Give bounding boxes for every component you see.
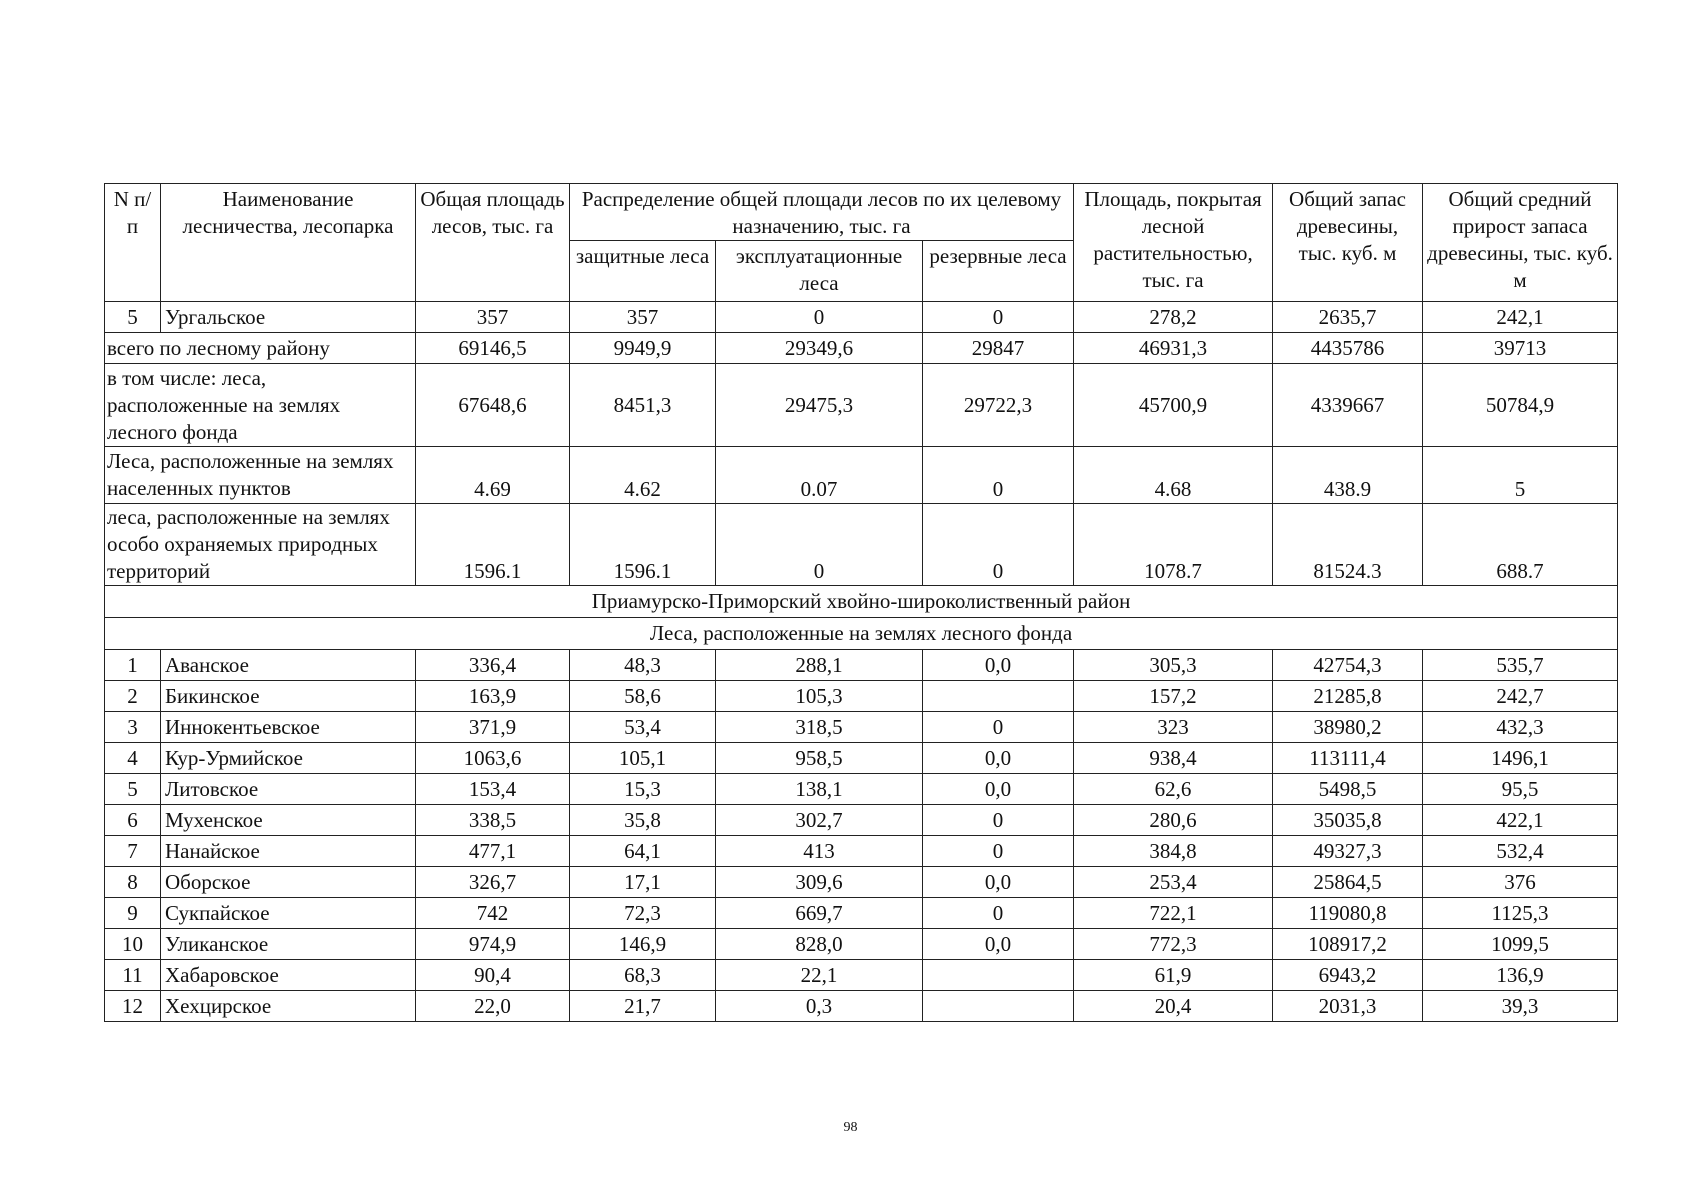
row-name: Сукпайское (161, 898, 416, 929)
cell-reserve: 0 (923, 302, 1074, 333)
row-number: 5 (105, 302, 161, 333)
row-name: Нанайское (161, 836, 416, 867)
cell-total: 974,9 (416, 929, 570, 960)
cell-reserve: 0 (923, 712, 1074, 743)
cell-protective: 53,4 (570, 712, 716, 743)
summary-stock: 4339667 (1273, 364, 1423, 447)
table-row (105, 991, 1618, 1022)
cell-growth: 1125,3 (1423, 898, 1618, 929)
cell-reserve: 0 (923, 805, 1074, 836)
header-reserve: резервные леса (923, 241, 1074, 302)
summary-reserve: 29722,3 (923, 364, 1074, 447)
header-protective: защитные леса (570, 241, 716, 302)
row-number: 3 (105, 712, 161, 743)
summary-stock: 4435786 (1273, 333, 1423, 364)
cell-protective: 357 (570, 302, 716, 333)
cell-exploitation: 288,1 (716, 650, 923, 681)
cell-growth: 535,7 (1423, 650, 1618, 681)
cell-exploitation: 413 (716, 836, 923, 867)
summary-label: в том числе: леса, расположенные на землях лесного фонда (105, 364, 416, 447)
cell-protective: 15,3 (570, 774, 716, 805)
row-name: Оборское (161, 867, 416, 898)
summary-row (105, 333, 1618, 364)
cell-growth: 432,3 (1423, 712, 1618, 743)
cell-covered: 62,6 (1074, 774, 1273, 805)
header-exploitation: эксплуатационные леса (716, 241, 923, 302)
cell-covered: 157,2 (1074, 681, 1273, 712)
cell-stock: 5498,5 (1273, 774, 1423, 805)
cell-total: 477,1 (416, 836, 570, 867)
row-number: 1 (105, 650, 161, 681)
cell-growth: 136,9 (1423, 960, 1618, 991)
cell-exploitation: 302,7 (716, 805, 923, 836)
cell-exploitation: 318,5 (716, 712, 923, 743)
row-number: 4 (105, 743, 161, 774)
cell-total: 326,7 (416, 867, 570, 898)
cell-stock: 49327,3 (1273, 836, 1423, 867)
summary-total: 67648,6 (416, 364, 570, 447)
summary-exploitation: 29349,6 (716, 333, 923, 364)
cell-stock: 42754,3 (1273, 650, 1423, 681)
cell-stock: 6943,2 (1273, 960, 1423, 991)
row-name: Бикинское (161, 681, 416, 712)
cell-reserve (923, 960, 1074, 991)
summary-protective: 4.62 (570, 447, 716, 504)
header-distribution: Распределение общей площади лесов по их целевому назначению, тыс. га (570, 184, 1074, 241)
cell-exploitation: 669,7 (716, 898, 923, 929)
summary-exploitation: 0.07 (716, 447, 923, 504)
summary-total: 4.69 (416, 447, 570, 504)
cell-stock: 35035,8 (1273, 805, 1423, 836)
row-number: 12 (105, 991, 161, 1022)
summary-total: 69146,5 (416, 333, 570, 364)
table-row (105, 929, 1618, 960)
cell-stock: 108917,2 (1273, 929, 1423, 960)
cell-covered: 305,3 (1074, 650, 1273, 681)
cell-exploitation: 958,5 (716, 743, 923, 774)
summary-growth: 5 (1423, 447, 1618, 504)
header-total-area: Общая площадь лесов, тыс. га (416, 184, 570, 302)
summary-label: всего по лесному району (105, 333, 416, 364)
header-covered-area: Площадь, покрытая лесной растительностью, тыс. га (1074, 184, 1273, 302)
row-number: 6 (105, 805, 161, 836)
table-row (105, 867, 1618, 898)
row-name: Ургальское (161, 302, 416, 333)
cell-covered: 278,2 (1074, 302, 1273, 333)
table-row (105, 302, 1618, 333)
summary-total: 1596.1 (416, 504, 570, 586)
cell-covered: 722,1 (1074, 898, 1273, 929)
cell-covered: 280,6 (1074, 805, 1273, 836)
row-number: 9 (105, 898, 161, 929)
cell-total: 336,4 (416, 650, 570, 681)
cell-reserve: 0 (923, 898, 1074, 929)
cell-growth: 1496,1 (1423, 743, 1618, 774)
table-row (105, 743, 1618, 774)
cell-growth: 422,1 (1423, 805, 1618, 836)
cell-growth: 39,3 (1423, 991, 1618, 1022)
cell-covered: 323 (1074, 712, 1273, 743)
cell-protective: 72,3 (570, 898, 716, 929)
summary-exploitation: 29475,3 (716, 364, 923, 447)
row-name: Аванское (161, 650, 416, 681)
table-header (105, 184, 1618, 302)
cell-total: 163,9 (416, 681, 570, 712)
cell-protective: 58,6 (570, 681, 716, 712)
cell-reserve: 0,0 (923, 650, 1074, 681)
summary-covered: 45700,9 (1074, 364, 1273, 447)
summary-label: Леса, расположенные на землях населенных пунктов (105, 447, 416, 504)
table-row (105, 712, 1618, 743)
summary-exploitation: 0 (716, 504, 923, 586)
cell-stock: 113111,4 (1273, 743, 1423, 774)
summary-reserve: 29847 (923, 333, 1074, 364)
forest-distribution-table (104, 183, 1618, 1022)
table-row (105, 960, 1618, 991)
summary-row (105, 447, 1618, 504)
cell-covered: 384,8 (1074, 836, 1273, 867)
cell-protective: 48,3 (570, 650, 716, 681)
cell-covered: 61,9 (1074, 960, 1273, 991)
table-body (105, 302, 1618, 1022)
table-row (105, 650, 1618, 681)
cell-reserve: 0,0 (923, 867, 1074, 898)
summary-row (105, 364, 1618, 447)
table-row (105, 898, 1618, 929)
cell-growth: 532,4 (1423, 836, 1618, 867)
cell-growth: 95,5 (1423, 774, 1618, 805)
cell-stock: 25864,5 (1273, 867, 1423, 898)
summary-protective: 9949,9 (570, 333, 716, 364)
cell-reserve: 0,0 (923, 929, 1074, 960)
cell-protective: 68,3 (570, 960, 716, 991)
header-growth: Общий средний прирост запаса древесины, тыс. куб. м (1423, 184, 1618, 302)
cell-exploitation: 105,3 (716, 681, 923, 712)
table-row (105, 681, 1618, 712)
cell-growth: 1099,5 (1423, 929, 1618, 960)
cell-stock: 2031,3 (1273, 991, 1423, 1022)
cell-protective: 146,9 (570, 929, 716, 960)
cell-stock: 21285,8 (1273, 681, 1423, 712)
summary-covered: 1078.7 (1074, 504, 1273, 586)
cell-covered: 20,4 (1074, 991, 1273, 1022)
cell-protective: 17,1 (570, 867, 716, 898)
cell-reserve: 0,0 (923, 774, 1074, 805)
row-name: Кур-Урмийское (161, 743, 416, 774)
cell-covered: 253,4 (1074, 867, 1273, 898)
cell-total: 22,0 (416, 991, 570, 1022)
subsection-title-row (105, 618, 1618, 650)
cell-reserve: 0 (923, 836, 1074, 867)
cell-protective: 21,7 (570, 991, 716, 1022)
table-row (105, 774, 1618, 805)
cell-covered: 772,3 (1074, 929, 1273, 960)
header-name: Наименование лесничества, лесопарка (161, 184, 416, 302)
cell-total: 338,5 (416, 805, 570, 836)
summary-reserve: 0 (923, 504, 1074, 586)
row-name: Уликанское (161, 929, 416, 960)
summary-growth: 39713 (1423, 333, 1618, 364)
row-name: Мухенское (161, 805, 416, 836)
summary-reserve: 0 (923, 447, 1074, 504)
cell-covered: 938,4 (1074, 743, 1273, 774)
cell-total: 742 (416, 898, 570, 929)
cell-exploitation: 309,6 (716, 867, 923, 898)
cell-growth: 242,1 (1423, 302, 1618, 333)
summary-stock: 81524.3 (1273, 504, 1423, 586)
row-name: Иннокентьевское (161, 712, 416, 743)
cell-reserve (923, 681, 1074, 712)
subsection-title: Леса, расположенные на землях лесного фонда (105, 618, 1618, 650)
summary-row (105, 504, 1618, 586)
forest-table-sheet (104, 183, 1617, 1022)
summary-label: леса, расположенные на землях особо охраняемых природных территорий (105, 504, 416, 586)
cell-total: 371,9 (416, 712, 570, 743)
cell-total: 90,4 (416, 960, 570, 991)
row-number: 10 (105, 929, 161, 960)
cell-protective: 35,8 (570, 805, 716, 836)
row-number: 5 (105, 774, 161, 805)
cell-protective: 64,1 (570, 836, 716, 867)
row-name: Литовское (161, 774, 416, 805)
cell-stock: 2635,7 (1273, 302, 1423, 333)
table-row (105, 836, 1618, 867)
cell-exploitation: 22,1 (716, 960, 923, 991)
summary-stock: 438.9 (1273, 447, 1423, 504)
cell-growth: 242,7 (1423, 681, 1618, 712)
cell-exploitation: 828,0 (716, 929, 923, 960)
summary-covered: 4.68 (1074, 447, 1273, 504)
cell-total: 153,4 (416, 774, 570, 805)
cell-protective: 105,1 (570, 743, 716, 774)
cell-exploitation: 0,3 (716, 991, 923, 1022)
header-num: N п/п (105, 184, 161, 302)
section-title: Приамурско-Приморский хвойно-широколиственный район (105, 586, 1618, 618)
cell-exploitation: 138,1 (716, 774, 923, 805)
summary-covered: 46931,3 (1074, 333, 1273, 364)
cell-reserve (923, 991, 1074, 1022)
cell-total: 357 (416, 302, 570, 333)
cell-total: 1063,6 (416, 743, 570, 774)
page-number: 98 (843, 1120, 858, 1135)
row-number: 7 (105, 836, 161, 867)
summary-protective: 8451,3 (570, 364, 716, 447)
table-row (105, 805, 1618, 836)
cell-stock: 119080,8 (1273, 898, 1423, 929)
row-number: 11 (105, 960, 161, 991)
summary-growth: 50784,9 (1423, 364, 1618, 447)
cell-stock: 38980,2 (1273, 712, 1423, 743)
section-title-row (105, 586, 1618, 618)
cell-growth: 376 (1423, 867, 1618, 898)
cell-reserve: 0,0 (923, 743, 1074, 774)
summary-protective: 1596.1 (570, 504, 716, 586)
header-stock: Общий запас древесины, тыс. куб. м (1273, 184, 1423, 302)
row-number: 8 (105, 867, 161, 898)
summary-growth: 688.7 (1423, 504, 1618, 586)
cell-exploitation: 0 (716, 302, 923, 333)
row-name: Хехцирское (161, 991, 416, 1022)
row-number: 2 (105, 681, 161, 712)
row-name: Хабаровское (161, 960, 416, 991)
